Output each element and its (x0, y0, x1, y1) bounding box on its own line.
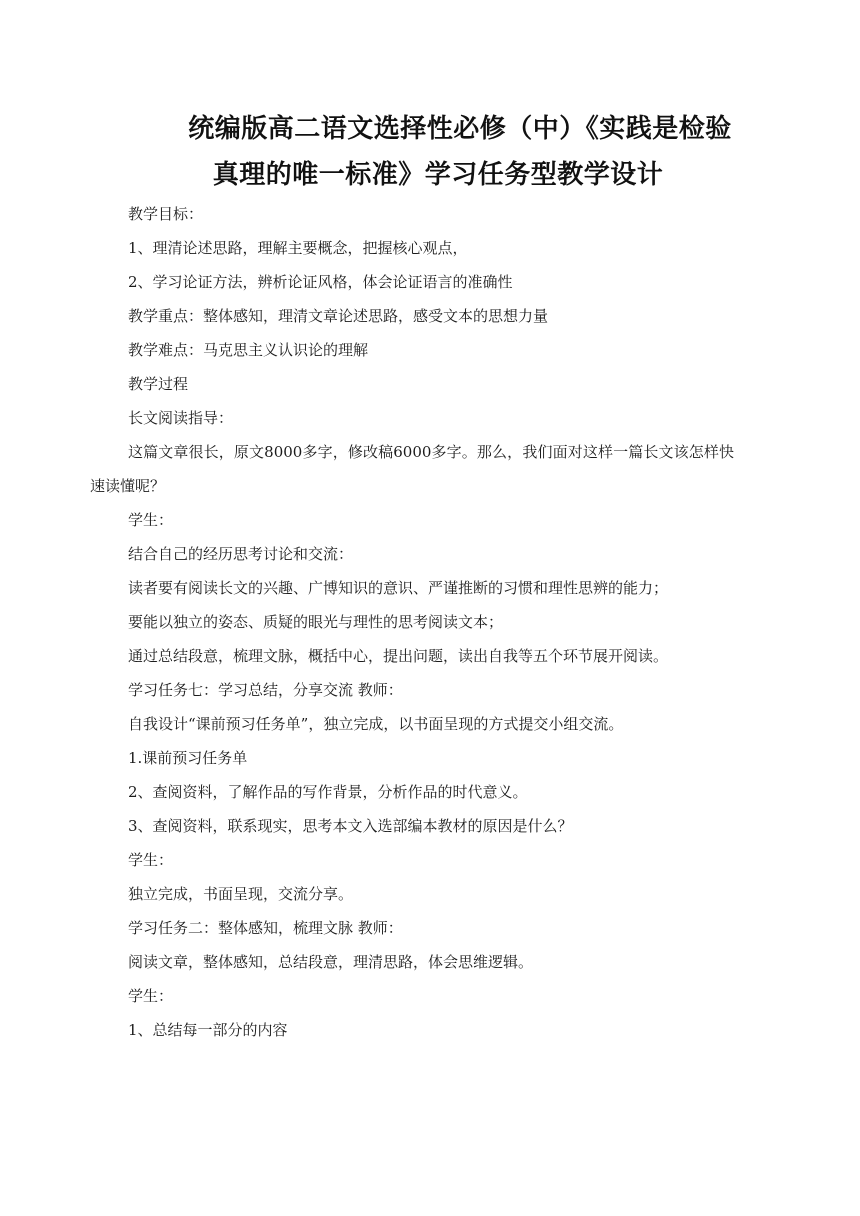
paragraph: 读者要有阅读长文的兴趣、广博知识的意识、严谨推断的习惯和理性思辨的能力； (128, 579, 669, 597)
document-body (90, 197, 734, 1047)
paragraph: 教学重点：整体感知，理清文章论述思路，感受文本的思想力量 (128, 307, 549, 325)
paragraph: 独立完成，书面呈现，交流分享。 (128, 885, 354, 903)
paragraph: 1、理清论述思路，理解主要概念，把握核心观点， (128, 239, 468, 257)
paragraph: 学生： (128, 511, 174, 529)
paragraph: 学生： (128, 987, 174, 1005)
paragraph: 结合自己的经历思考讨论和交流： (128, 545, 354, 563)
paragraph: 2、查阅资料，了解作品的写作背景，分析作品的时代意义。 (128, 783, 528, 801)
document-title-line-1: 统编版高二语文选择性必修（中）《实践是检验 (188, 114, 732, 144)
paragraph: 教学过程 (128, 375, 189, 393)
paragraph: 学习任务二：整体感知，梳理文脉 教师： (128, 919, 403, 937)
paragraph: 3、查阅资料，联系现实，思考本文入选部编本教材的原因是什么？ (128, 817, 573, 835)
paragraph: 教学目标： (128, 205, 204, 223)
paragraph: 1、总结每一部分的内容 (128, 1021, 288, 1039)
paragraph: 阅读文章，整体感知，总结段意，理清思路，体会思维逻辑。 (128, 953, 534, 971)
paragraph: 2、学习论证方法，辨析论证风格，体会论证语言的准确性 (128, 273, 513, 291)
paragraph: 自我设计“课前预习任务单”，独立完成，以书面呈现的方式提交小组交流。 (128, 715, 624, 733)
paragraph: 长文阅读指导： (128, 409, 234, 427)
paragraph: 要能以独立的姿态、质疑的眼光与理性的思考阅读文本； (128, 613, 504, 631)
paragraph: 这篇文章很长，原文8000多字，修改稿6000多字。那么，我们面对这样一篇长文该怎样快速读懂呢？ (90, 443, 734, 495)
paragraph: 学生： (128, 851, 174, 869)
document-title-line-2: 真理的唯一标准》学习任务型教学设计 (212, 160, 664, 190)
paragraph: 1.课前预习任务单 (128, 749, 248, 767)
paragraph: 通过总结段意，梳理文脉，概括中心，提出问题，读出自我等五个环节展开阅读。 (128, 647, 669, 665)
paragraph: 教学难点：马克思主义认识论的理解 (128, 341, 369, 359)
paragraph: 学习任务七：学习总结，分享交流 教师： (128, 681, 403, 699)
